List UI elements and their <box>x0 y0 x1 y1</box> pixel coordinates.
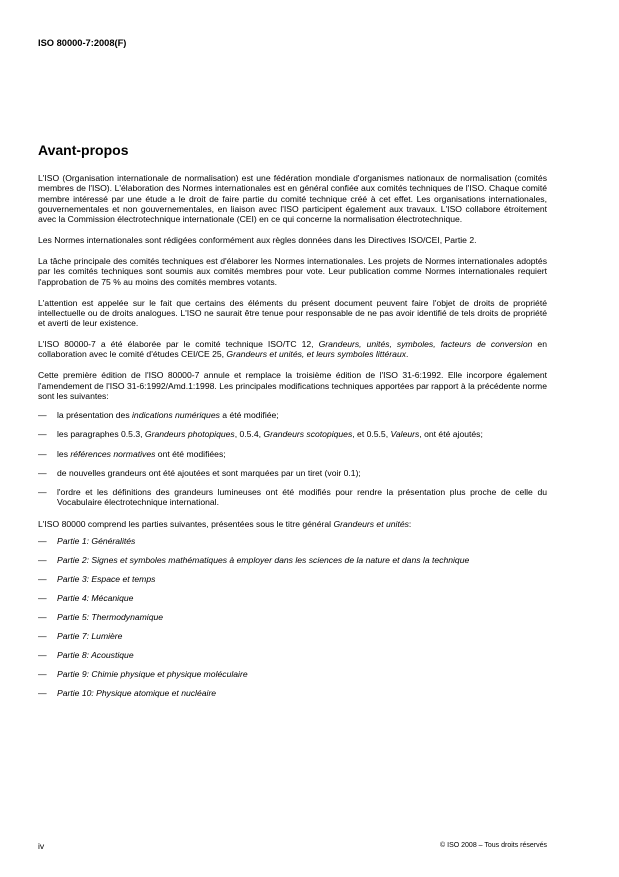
list-item: — de nouvelles grandeurs ont été ajoutées et sont marquées par un tiret (voir 0.1); <box>38 467 361 478</box>
list-item: — l'ordre et les définitions des grandeurs lumineuses ont été modifiés pour rendre la présentation plus proche de celle du Vocabulaire électrotechnique international. <box>38 487 547 508</box>
dash-bullet: — <box>38 611 47 622</box>
parts-list <box>38 536 547 699</box>
document-header: ISO 80000-7:2008(F) <box>38 38 127 48</box>
dash-bullet: — <box>38 410 47 421</box>
list-item: — Partie 4: Mécanique <box>38 592 134 603</box>
dash-bullet: — <box>38 535 47 546</box>
list-item: — Partie 3: Espace et temps <box>38 573 156 584</box>
paragraph-preparation: L'ISO 80000-7 a été élaborée par le comité technique ISO/TC 12, Grandeurs, unités, symboles, facteurs de conversion en collaboration avec le comité d'études CEI/CE 25, Grandeurs et unités, et leurs symboles littéraux. <box>38 339 547 360</box>
paragraph-technical-committees: La tâche principale des comités techniques est d'élaborer les Normes internationales. Les projets de Normes internationales adoptés par les comités techniques sont soumis aux comités membres pour vote. Leur publication comme Normes internationales requiert l'approbation de 75 % au moins des comités membres votants. <box>38 256 547 287</box>
list-item: — Partie 9: Chimie physique et physique moléculaire <box>38 668 248 679</box>
list-item: — Partie 2: Signes et symboles mathématiques à employer dans les sciences de la nature et dans la technique <box>38 554 470 565</box>
paragraph-edition: Cette première édition de l'ISO 80000-7 annule et remplace la troisième édition de l'ISO 31-6:1992. Elle incorpore également l'amendement de l'ISO 31-6:1992/Amd.1:1998. Les principales modifications techniques apportées par rapport à la précédente norme sont les suivantes: <box>38 370 547 401</box>
dash-bullet: — <box>38 487 47 498</box>
dash-bullet: — <box>38 448 47 459</box>
dash-bullet: — <box>38 573 47 584</box>
list-item: — la présentation des indications numériques a été modifiée; <box>38 410 279 421</box>
dash-bullet: — <box>38 668 47 679</box>
list-item: — Partie 5: Thermodynamique <box>38 611 164 622</box>
list-item: — Partie 10: Physique atomique et nucléaire <box>38 687 217 698</box>
paragraph-parts-intro: L'ISO 80000 comprend les parties suivantes, présentées sous le titre général Grandeurs et unités: <box>38 518 412 529</box>
paragraph-patent-rights: L'attention est appelée sur le fait que certains des éléments du présent document peuvent faire l'objet de droits de propriété intellectuelle ou de droits analogues. L'ISO ne saurait être tenue pour responsable de ne pas avoir identifié de tels droits de propriété et averti de leur existence. <box>38 297 547 329</box>
list-item: — les paragraphes 0.5.3, Grandeurs photopiques, 0.5.4, Grandeurs scotopiques, et 0.5.5, Valeurs, ont été ajoutés; <box>38 429 483 440</box>
paragraph-directives: Les Normes internationales sont rédigées conformément aux règles données dans les Directives ISO/CEI, Partie 2. <box>38 235 477 246</box>
list-item: — Partie 7: Lumière <box>38 630 123 641</box>
dash-bullet: — <box>38 554 47 565</box>
dash-bullet: — <box>38 429 47 440</box>
dash-bullet: — <box>38 467 47 478</box>
list-item: — Partie 8: Acoustique <box>38 649 134 660</box>
dash-bullet: — <box>38 592 47 603</box>
list-item: — les références normatives ont été modifiées; <box>38 448 226 459</box>
list-item: — Partie 1: Généralités <box>38 535 136 546</box>
foreword-body <box>38 173 547 709</box>
copyright-notice: © ISO 2008 – Tous droits réservés <box>440 842 547 849</box>
dash-bullet: — <box>38 687 47 698</box>
paragraph-iso-intro: L'ISO (Organisation internationale de normalisation) est une fédération mondiale d'organismes nationaux de normalisation (comités membres de l'ISO). L'élaboration des Normes internationales est en général confiée aux comités techniques de l'ISO. Chaque comité membre intéressé par une étude a le droit de faire partie du comité technique créé à cet effet. Les organisations internationales, gouvernementales et non gouvernementales, en liaison avec l'ISO participent également aux travaux. L'ISO collabore étroitement avec la Commission électrotechnique internationale (CEI) en ce qui concerne la normalisation électrotechnique. <box>38 173 547 224</box>
dash-bullet: — <box>38 649 47 660</box>
changes-list <box>38 410 547 508</box>
page-number: iv <box>38 841 45 851</box>
section-title: Avant-propos <box>38 142 129 158</box>
dash-bullet: — <box>38 630 47 641</box>
